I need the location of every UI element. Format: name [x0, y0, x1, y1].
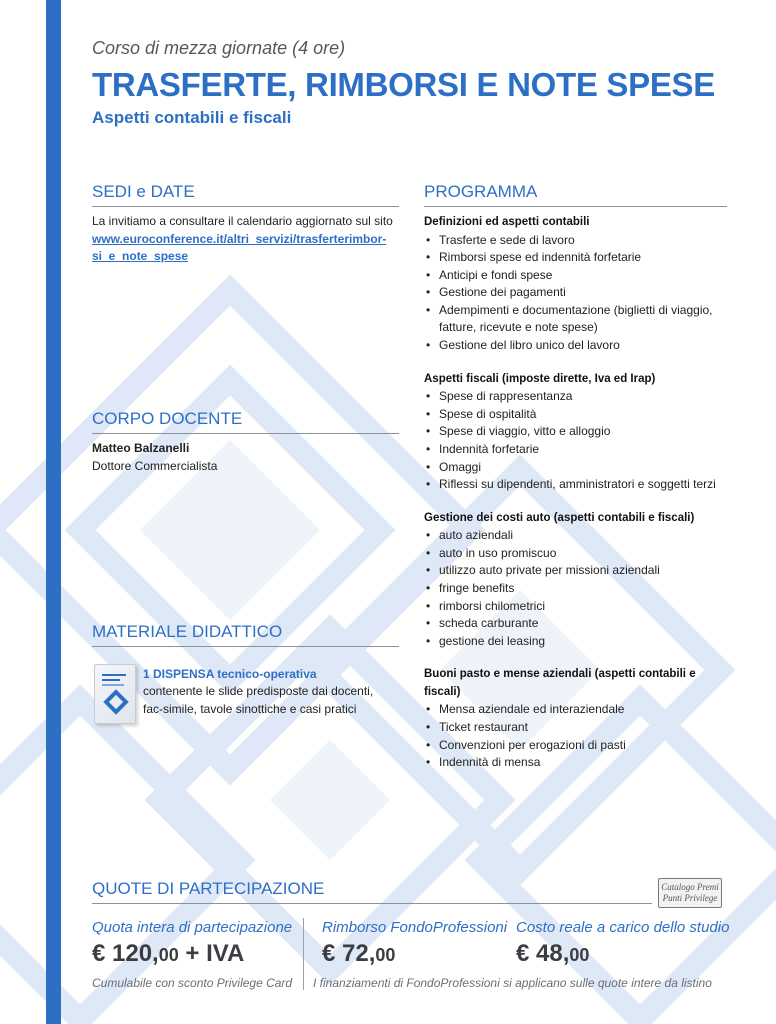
catalog-line1: Catalogo Premi: [661, 882, 719, 892]
catalog-line2: Punti Privilege: [662, 893, 718, 903]
sedi-section: [92, 182, 399, 266]
price-main: € 120,: [92, 940, 159, 967]
list-item: • auto in uso promiscuo: [424, 545, 727, 563]
course-duration: Corso di mezza giornate (4 ore): [92, 38, 346, 58]
programma-list-3: [424, 527, 727, 650]
corpo-docente-section: [92, 409, 399, 475]
list-item: • rimborsi chilometrici: [424, 598, 727, 616]
list-item: • Spese di rappresentanza: [424, 388, 727, 406]
list-item: • fringe benefits: [424, 580, 727, 598]
list-item: • Convenzioni per erogazioni di pasti: [424, 737, 727, 755]
materiale-item-line2: fac-simile, tavole sinottiche e casi pratici: [143, 701, 357, 716]
sedi-link-line1[interactable]: www.euroconference.it/altri_servizi/trasferterimbor-: [92, 231, 387, 246]
teacher-name: Matteo Balzanelli: [92, 441, 190, 455]
list-item: • Spese di viaggio, vitto e alloggio: [424, 423, 727, 441]
teacher-role: Dottore Commercialista: [92, 458, 218, 473]
page-subtitle: Aspetti contabili e fiscali: [92, 108, 292, 127]
list-item: • Anticipi e fondi spese: [424, 267, 727, 285]
list-item-cont: fatture, ricevute e note spese): [439, 320, 598, 335]
materiale-section: [92, 622, 399, 647]
price-cents: 00: [158, 945, 179, 965]
quote-title: QUOTE DI PARTECIPAZIONE: [92, 879, 652, 904]
price-cents: 00: [569, 945, 590, 965]
price-cents: 00: [375, 945, 396, 965]
list-item: • Trasferte e sede di lavoro: [424, 232, 727, 250]
list-item: • Omaggi: [424, 459, 727, 477]
programma-heading-4: Buoni pasto e mense aziendali (aspetti contabili e fiscali): [424, 668, 696, 698]
list-item: • Mensa aziendale ed interaziendale: [424, 701, 727, 719]
page-title: TRASFERTE, RIMBORSI E NOTE SPESE: [92, 66, 715, 103]
materiale-item: [143, 666, 403, 718]
corpo-docente-title: CORPO DOCENTE: [92, 409, 399, 434]
materiale-item-title: 1 DISPENSA tecnico-operativa: [143, 667, 317, 681]
list-item: • Spese di ospitalità: [424, 406, 727, 424]
programma-heading-2: Aspetti fiscali (imposte dirette, Iva ed Irap): [424, 372, 656, 385]
price-divider: [303, 918, 304, 990]
price-main: € 72,: [322, 940, 376, 967]
rimborso-label: Rimborso FondoProfessioni: [322, 919, 508, 936]
programma-section: [424, 182, 727, 772]
list-item: • utilizzo auto private per missioni aziendali: [424, 562, 727, 580]
list-item: • Indennità forfetarie: [424, 441, 727, 459]
list-item: • Ticket restaurant: [424, 719, 727, 737]
list-item: • auto aziendali: [424, 527, 727, 545]
list-item: • gestione dei leasing: [424, 633, 727, 651]
price-suffix: + IVA: [178, 940, 245, 967]
left-accent-stripe: [46, 0, 61, 1024]
catalog-premi-badge: [658, 878, 722, 908]
fondoprofessioni-note: I finanziamenti di FondoProfessioni si applicano sulle quote intere da listino: [313, 976, 712, 990]
sedi-link-line2[interactable]: si_e_note_spese: [92, 249, 189, 263]
materiale-title: MATERIALE DIDATTICO: [92, 622, 399, 647]
sedi-link[interactable]: [92, 231, 399, 266]
list-item: • Gestione del libro unico del lavoro: [424, 337, 727, 355]
programma-heading-1: Definizioni ed aspetti contabili: [424, 216, 590, 228]
programma-list-4: [424, 701, 727, 771]
list-item: [424, 302, 727, 337]
list-item: • Gestione dei pagamenti: [424, 284, 727, 302]
programma-heading-3: Gestione dei costi auto (aspetti contabili e fiscali): [424, 511, 695, 524]
list-item: • Riflessi su dipendenti, amministratori e soggetti terzi: [424, 476, 727, 494]
sedi-title: SEDI e DATE: [92, 182, 399, 207]
programma-title: PROGRAMMA: [424, 182, 727, 207]
materiale-item-line1: contenente le slide predisposte dai docenti,: [143, 684, 374, 698]
list-item: • Indennità di mensa: [424, 754, 727, 772]
quota-intera-price: [92, 940, 244, 968]
rimborso-price: [322, 940, 395, 968]
list-item: • Rimborsi spese ed indennità forfetarie: [424, 249, 727, 267]
price-main: € 48,: [516, 940, 570, 967]
list-item-text: Adempimenti e documentazione (biglietti di viaggio,: [439, 302, 713, 317]
programma-list-1: [424, 232, 727, 355]
sedi-text: La invitiamo a consultare il calendario aggiornato sul sito: [92, 214, 393, 228]
programma-list-2: [424, 388, 727, 494]
quote-section: [92, 879, 652, 904]
book-icon: [94, 664, 136, 724]
costo-reale-label: Costo reale a carico dello studio: [516, 919, 730, 936]
costo-reale-price: [516, 940, 589, 968]
privilege-note: Cumulabile con sconto Privilege Card: [92, 976, 293, 990]
list-item: • scheda carburante: [424, 615, 727, 633]
quota-intera-label: Quota intera di partecipazione: [92, 919, 293, 936]
